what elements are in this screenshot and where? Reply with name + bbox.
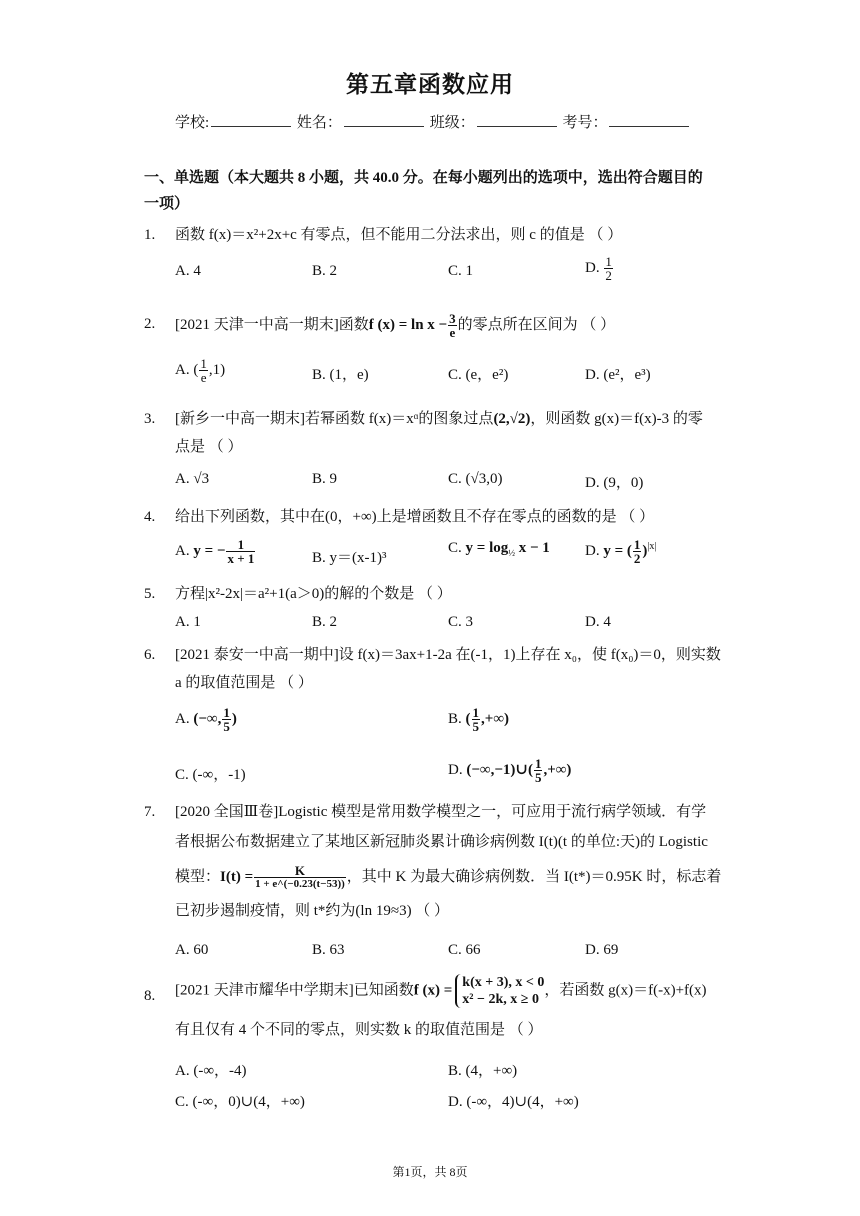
question-stem: [2021 天津一中高一期末]函数f (x) = ln x − $\frac{3}{e}$ 的零点所在区间为 （ ） (175, 311, 616, 340)
question-3: 3. [新乡一中高一期末]若幂函数 f(x)＝xᵅ的图象过点(2,√2)，则函数 g(x)＝f(x)-3 的零 点是 （ ） (144, 407, 724, 459)
class-label: 班级： (429, 115, 475, 131)
question-8-options-row1 (175, 1059, 735, 1085)
option-a[interactable]: A. (-∞，-4) (175, 1063, 247, 1079)
option-b[interactable]: B. 9 (312, 471, 338, 487)
option-d[interactable]: D. $\frac{1}{2}$ (585, 254, 612, 283)
question-2: 2. [2021 天津一中高一期末]函数f (x) = ln x − $\frac{3}{e}$ 的零点所在区间为 （ ） (144, 312, 724, 339)
question-stem: [2021 天津市耀华中学期末]已知函数f (x) = k(x + 3), x < 0 x² − 2k, x ≥ 0 ，若函数 g(x)＝f(-x)+f(x) 有且仅有 4 个不同的零点，则实数 k 的取值范围是 （ ） (175, 975, 707, 1038)
question-8-options-row2 (175, 1090, 735, 1116)
page-footer: 第1页，共 8页 (392, 1165, 468, 1179)
option-d[interactable]: D. (e²，e³) (585, 367, 651, 383)
option-b[interactable]: B. 63 (312, 942, 345, 958)
option-a[interactable]: A. 1 (175, 614, 201, 630)
question-4: 4. 给出下列函数，其中在(0，+∞)上是增函数且不存在零点的函数的是 （ ） (144, 505, 724, 529)
question-5: 5. 方程|x²-2x|＝a²+1(a＞0)的解的个数是 （ ） (144, 582, 724, 606)
option-a[interactable]: A. y = − $\frac{1}{x + 1}$ (175, 537, 255, 566)
exam-number-label: 考号： (562, 115, 608, 131)
question-8: 8. [2021 天津市耀华中学期末]已知函数f (x) = k(x + 3), x < 0 x² − 2k, x ≥ 0 ，若函数 g(x)＝f(-x)+f(x) 有且仅有 4 个不同的零点，则实数 k 的取值范围是 （ ） (144, 974, 724, 1042)
option-a[interactable]: A. 4 (175, 263, 201, 279)
option-d[interactable]: D. y = ( $\frac{1}{2}$ )$^{|x|}$ (585, 537, 657, 566)
option-d[interactable]: D. 69 (585, 942, 619, 958)
option-b[interactable]: B. 2 (312, 263, 338, 279)
question-6-options-row2 (175, 756, 735, 789)
option-a[interactable]: A. √3 (175, 471, 210, 487)
question-stem: 给出下列函数，其中在(0，+∞)上是增函数且不存在零点的函数的是 （ ） (175, 509, 655, 525)
question-stem: [新乡一中高一期末]若幂函数 f(x)＝xᵅ的图象过点(2,√2)，则函数 g(x)＝f(x)-3 的零 点是 （ ） (175, 411, 703, 455)
option-a[interactable]: A. (−∞, $\frac{1}{5}$ ) (175, 705, 237, 734)
option-b[interactable]: B. y＝(x-1)³ (312, 550, 387, 566)
school-blank[interactable] (211, 112, 291, 127)
option-d[interactable]: D. (9，0) (585, 475, 644, 491)
question-stem: [2021 泰安一中高一期中]设 f(x)＝3ax+1-2a 在(-1，1)上存在 x₀，使 f(x₀)＝0，则实数 a 的取值范围是 （ ） (175, 647, 721, 691)
option-b[interactable]: B. (4，+∞) (448, 1063, 518, 1079)
option-b[interactable]: B. ( $\frac{1}{5}$ ,+∞) (448, 705, 510, 734)
question-3-options (175, 471, 735, 497)
option-c[interactable]: C. (-∞，-1) (175, 767, 246, 783)
question-stem: 函数 f(x)＝x²+2x+c 有零点，但不能用二分法求出，则 c 的值是 （ ） (175, 227, 623, 243)
question-5-options (175, 614, 735, 640)
question-4-options (175, 537, 735, 572)
question-6: 6. [2021 泰安一中高一期中]设 f(x)＝3ax+1-2a 在(-1，1)上存在 x₀，使 f(x₀)＝0，则实数 a 的取值范围是 （ ） (144, 643, 724, 695)
question-stem: [2020 全国Ⅲ卷]Logistic 模型是常用数学模型之一，可应用于流行病学领域．有学 者根据公布数据建立了某地区新冠肺炎累计确诊病例数 I(t)(t 的单位:天)的 Logistic 模型：I(t) = $\frac{K}{1 + e\^{}(-0.23(t-53))}$ ，其中 K 为最大确诊病例数．当 I(t*)＝0.95K 时，标志着 已初步遏制疫情，则 t*约为(ln 19≈3) （ ） (175, 804, 722, 919)
student-info-line (175, 111, 691, 132)
option-a[interactable]: A. 60 (175, 942, 209, 958)
question-2-options (175, 356, 735, 389)
option-c[interactable]: C. (√3,0) (448, 471, 503, 487)
school-label: 学校: (175, 115, 210, 131)
question-1: 1. 函数 f(x)＝x²+2x+c 有零点，但不能用二分法求出，则 c 的值是 （ ） (144, 223, 724, 247)
question-stem: 方程|x²-2x|＝a²+1(a＞0)的解的个数是 （ ） (175, 586, 452, 602)
question-1-options (175, 254, 735, 289)
question-6-options-row1 (175, 705, 735, 738)
option-c[interactable]: C. (e，e²) (448, 367, 509, 383)
option-c[interactable]: C. (-∞，0)∪(4，+∞) (175, 1094, 305, 1110)
section-heading: 一、单选题（本大题共 8 小题，共 40.0 分。在每小题列出的选项中，选出符合题目的 一项） (144, 170, 703, 212)
option-c[interactable]: C. $y = \log_{\frac{1}{2}} x - 1$ (448, 540, 550, 558)
option-b[interactable]: B. 2 (312, 614, 338, 630)
option-d[interactable]: D. 4 (585, 614, 611, 630)
option-d[interactable]: D. (−∞,−1)∪( $\frac{1}{5}$ ,+∞) (448, 756, 572, 785)
class-blank[interactable] (477, 112, 557, 127)
option-d[interactable]: D. (-∞，4)∪(4，+∞) (448, 1094, 579, 1110)
question-7-options (175, 942, 735, 968)
piecewise-brace: k(x + 3), x < 0 x² − 2k, x ≥ 0 (455, 974, 544, 1008)
question-7: 7. [2020 全国Ⅲ卷]Logistic 模型是常用数学模型之一，可应用于流行病学领域．有学 者根据公布数据建立了某地区新冠肺炎累计确诊病例数 I(t)(t 的单位:天)的 Logistic 模型：I(t) = $\frac{K}{1 + e\^{}(-0.23(t-53))}$ ，其中 K 为最大确诊病例数．当 I(t*)＝0.95K 时，标志着 已初步遏制疫情，则 t*约为(ln 19≈3) （ ） (144, 800, 724, 923)
page-title: 第五章函数应用 (346, 72, 514, 97)
exam-number-blank[interactable] (609, 112, 689, 127)
name-blank[interactable] (344, 112, 424, 127)
option-c[interactable]: C. 3 (448, 614, 474, 630)
option-a[interactable]: A. ( $\frac{1}{e}$ ,1) (175, 356, 226, 385)
option-c[interactable]: C. 66 (448, 942, 481, 958)
option-b[interactable]: B. (1，e) (312, 367, 369, 383)
option-c[interactable]: C. 1 (448, 263, 474, 279)
name-label: 姓名： (296, 115, 342, 131)
